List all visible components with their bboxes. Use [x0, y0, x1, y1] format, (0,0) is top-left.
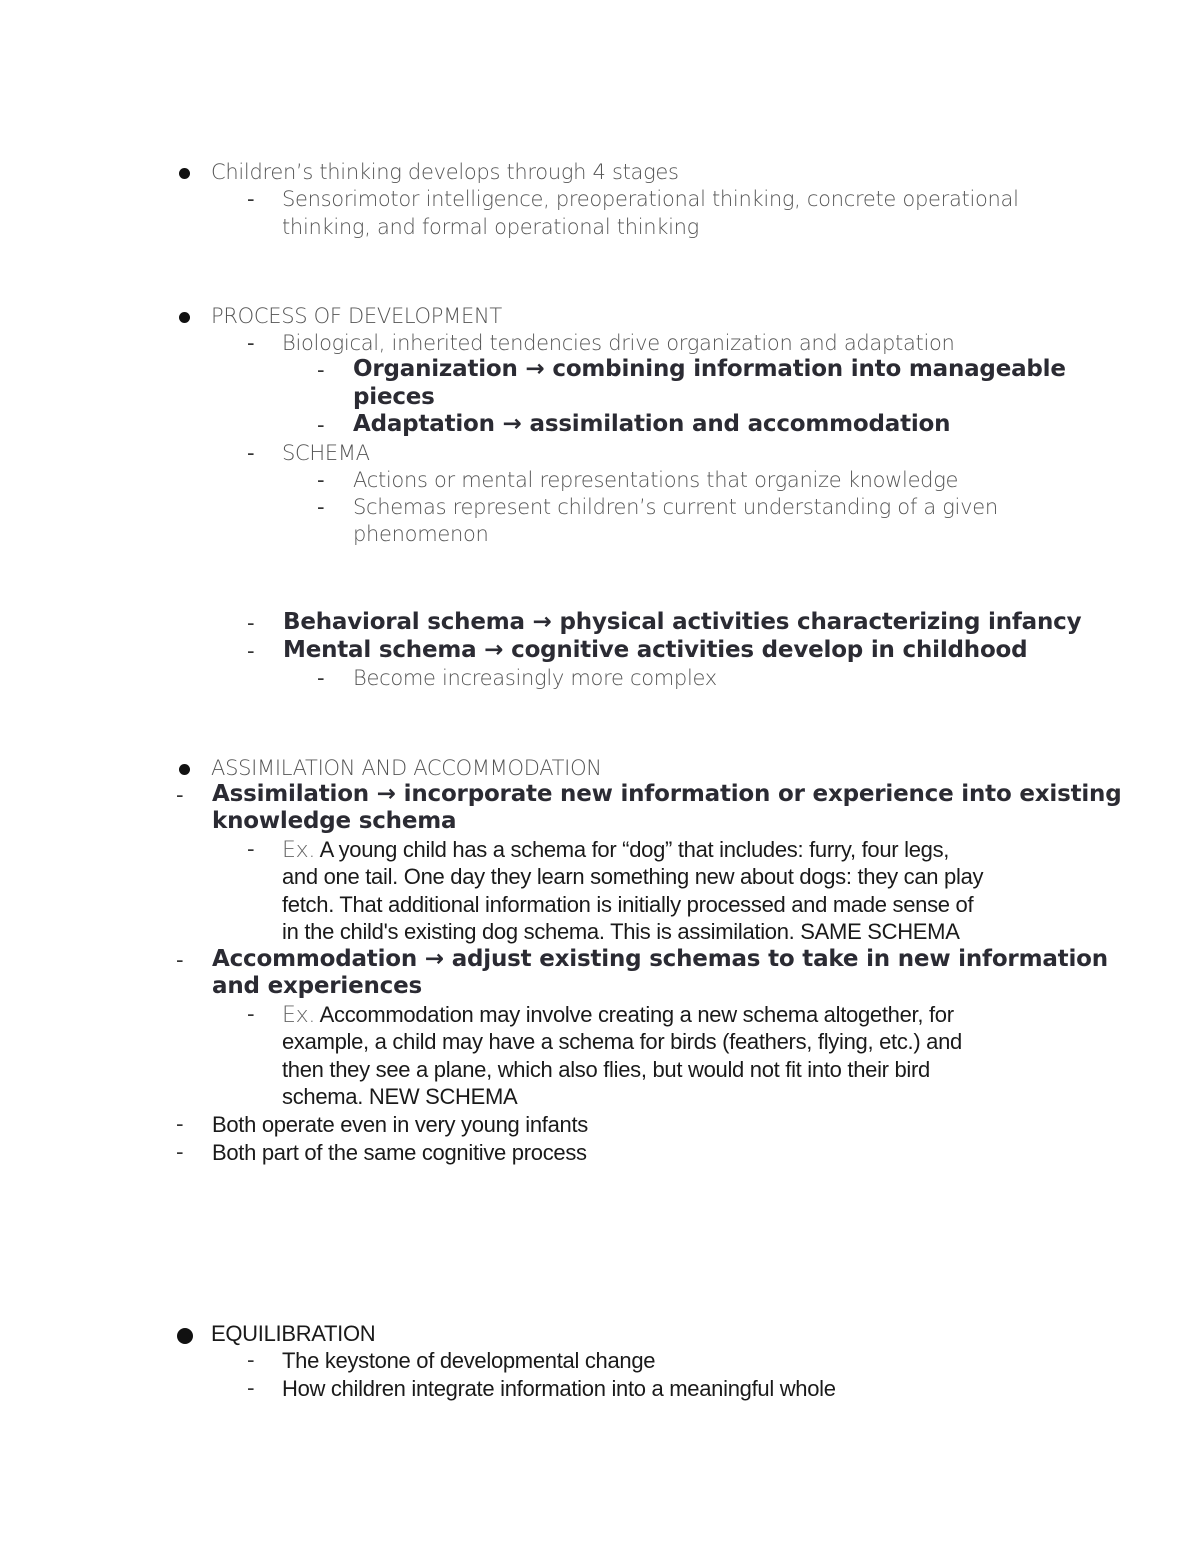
dash-marker: -: [247, 1002, 255, 1026]
dash-marker: -: [317, 413, 325, 437]
accommodation-example-line3: then they see a plane, which also flies, but would not fit into their bird: [282, 1057, 930, 1082]
accommodation-line1: Accommodation → adjust existing schemas to take in new information: [212, 946, 1108, 972]
dash-marker: -: [176, 1140, 184, 1164]
accommodation-example-text: Accommodation may involve creating a new schema altogether, for: [319, 1002, 954, 1027]
adaptation-line: Adaptation → assimilation and accommodation: [353, 411, 951, 437]
schema-heading: SCHEMA: [282, 441, 370, 465]
dash-marker: -: [317, 468, 325, 492]
assimilation-line2: knowledge schema: [212, 808, 457, 834]
biological-line: Biological, inherited tendencies drive organization and adaptation: [282, 331, 955, 355]
equilibration-item2: How children integrate information into a meaningful whole: [282, 1376, 836, 1401]
dash-marker: -: [317, 358, 325, 382]
dash-marker: -: [247, 441, 255, 465]
dash-marker: -: [247, 187, 255, 211]
equilibration-item1: The keystone of developmental change: [282, 1348, 656, 1373]
dash-marker: -: [176, 1112, 184, 1136]
assimilation-line1: Assimilation → incorporate new information or experience into existing: [212, 781, 1122, 807]
both-part-line: Both part of the same cognitive process: [212, 1140, 587, 1165]
schema-item2-line1: Schemas represent children’s current understanding of a given: [353, 495, 998, 519]
section4-heading: EQUILIBRATION: [211, 1321, 376, 1346]
bullet-dot: [177, 1328, 193, 1344]
assimilation-example-line3: fetch. That additional information is initially processed and made sense of: [282, 892, 974, 917]
behavioral-line: Behavioral schema → physical activities characterizing infancy: [283, 609, 1082, 635]
dash-marker: -: [247, 331, 255, 355]
accommodation-example-line4: schema. NEW SCHEMA: [282, 1084, 518, 1109]
bullet-dot: [179, 168, 190, 179]
dash-marker: -: [247, 1376, 255, 1400]
mental-sub-line: Become increasingly more complex: [353, 666, 717, 690]
dash-marker: -: [317, 666, 325, 690]
dash-marker: -: [247, 1348, 255, 1372]
section1-detail-line1: Sensorimotor intelligence, preoperational thinking, concrete operational: [282, 187, 1019, 211]
dash-marker: -: [247, 639, 255, 663]
schema-item2-line2: phenomenon: [353, 522, 489, 546]
assimilation-example-line2: and one tail. One day they learn something new about dogs: they can play: [282, 864, 984, 889]
bullet-dot: [179, 312, 190, 323]
organization-line1: Organization → combining information into manageable: [353, 356, 1066, 382]
mental-line: Mental schema → cognitive activities develop in childhood: [283, 637, 1028, 663]
dash-marker: -: [317, 495, 325, 519]
dash-marker: -: [247, 611, 255, 635]
example-label: Ex.: [282, 838, 316, 863]
accommodation-line2: and experiences: [212, 973, 422, 999]
bullet-dot: [179, 764, 190, 775]
both-operate-line: Both operate even in very young infants: [212, 1112, 588, 1137]
accommodation-example-line2: example, a child may have a schema for birds (feathers, flying, etc.) and: [282, 1029, 962, 1054]
section1-detail-line2: thinking, and formal operational thinking: [282, 215, 699, 239]
section2-heading: PROCESS OF DEVELOPMENT: [211, 304, 502, 328]
assimilation-example-text: A young child has a schema for “dog” that includes: furry, four legs,: [319, 837, 950, 862]
assimilation-example-line4: in the child's existing dog schema. This is assimilation. SAME SCHEMA: [282, 919, 960, 944]
assimilation-example-line1: [282, 837, 949, 863]
section1-heading: Children’s thinking develops through 4 stages: [211, 160, 679, 184]
schema-item1: Actions or mental representations that organize knowledge: [353, 468, 959, 492]
section3-heading: ASSIMILATION AND ACCOMMODATION: [211, 756, 602, 780]
dash-marker: -: [176, 783, 184, 807]
organization-line2: pieces: [353, 384, 435, 410]
accommodation-example-line1: [282, 1002, 954, 1028]
example-label: Ex.: [282, 1003, 316, 1028]
dash-marker: -: [176, 948, 184, 972]
dash-marker: -: [247, 837, 255, 861]
